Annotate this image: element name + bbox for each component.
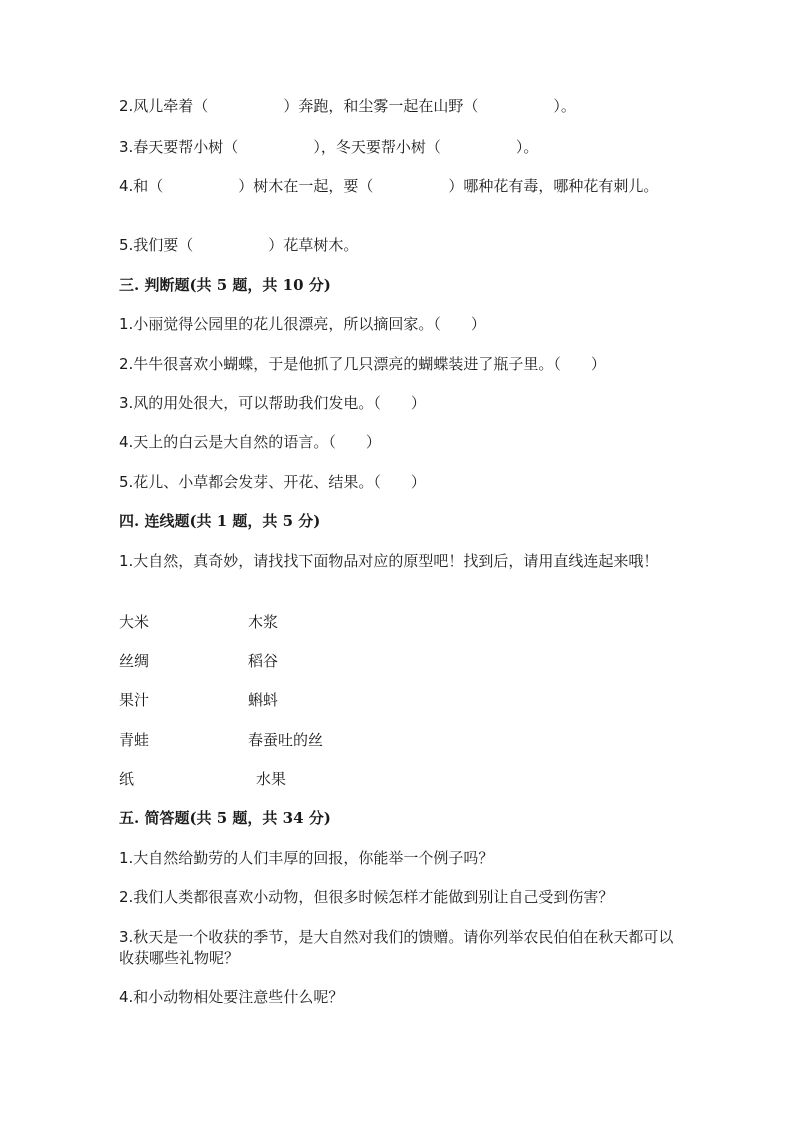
fill-blank-q3: 3.春天要帮小树（ ），冬天要帮小树（ ）。	[119, 138, 539, 156]
short-answer-item-2: 2.我们人类都很喜欢小动物，但很多时候怎样才能做到别让自己受到伤害？	[119, 888, 614, 906]
match-left-item: 大米	[119, 613, 150, 631]
match-left-item: 青蛙	[119, 731, 150, 749]
judge-item-2: 2.牛牛很喜欢小蝴蝶，于是他抓了几只漂亮的蝴蝶装进了瓶子里。（ ）	[119, 355, 606, 373]
match-left-item: 果汁	[119, 691, 150, 709]
short-answer-item-4: 4.和小动物相处要注意些什么呢？	[119, 988, 344, 1006]
short-answer-item-3: 3.秋天是一个收获的季节，是大自然对我们的馈赠。请你列举农民伯伯在秋天都可以收获哪些礼物呢？	[119, 928, 674, 967]
section-judge-heading: 三. 判断题(共 5 题，共 10 分)	[119, 276, 331, 294]
match-question: 1.大自然，真奇妙，请找找下面物品对应的原型吧！找到后，请用直线连起来哦！	[119, 552, 659, 570]
judge-item-3: 3.风的用处很大，可以帮助我们发电。（ ）	[119, 394, 426, 412]
judge-item-5: 5.花儿、小草都会发芽、开花、结果。（ ）	[119, 473, 426, 491]
fill-blank-q4: 4.和（ ）树木在一起，要（ ）哪种花有毒，哪种花有刺儿。	[119, 177, 659, 195]
fill-blank-q2: 2.风儿牵着（ ）奔跑，和尘雾一起在山野（ ）。	[119, 97, 576, 115]
match-left-item: 丝绸	[119, 652, 150, 670]
match-left-item: 纸	[119, 770, 135, 788]
fill-blank-q5: 5.我们要（ ）花草树木。	[119, 236, 359, 254]
section-short-answer-heading: 五. 简答题(共 5 题，共 34 分)	[119, 809, 331, 827]
match-right-item: 蝌蚪	[248, 691, 279, 709]
judge-item-4: 4.天上的白云是大自然的语言。（ ）	[119, 433, 381, 451]
judge-item-1: 1.小丽觉得公园里的花儿很漂亮，所以摘回家。（ ）	[119, 315, 486, 333]
match-right-item: 水果	[256, 770, 287, 788]
match-right-item: 木浆	[248, 613, 279, 631]
match-right-item: 春蚕吐的丝	[248, 731, 324, 749]
section-match-heading: 四. 连线题(共 1 题，共 5 分)	[119, 512, 321, 530]
match-right-item: 稻谷	[248, 652, 279, 670]
short-answer-item-1: 1.大自然给勤劳的人们丰厚的回报，你能举一个例子吗？	[119, 849, 494, 867]
